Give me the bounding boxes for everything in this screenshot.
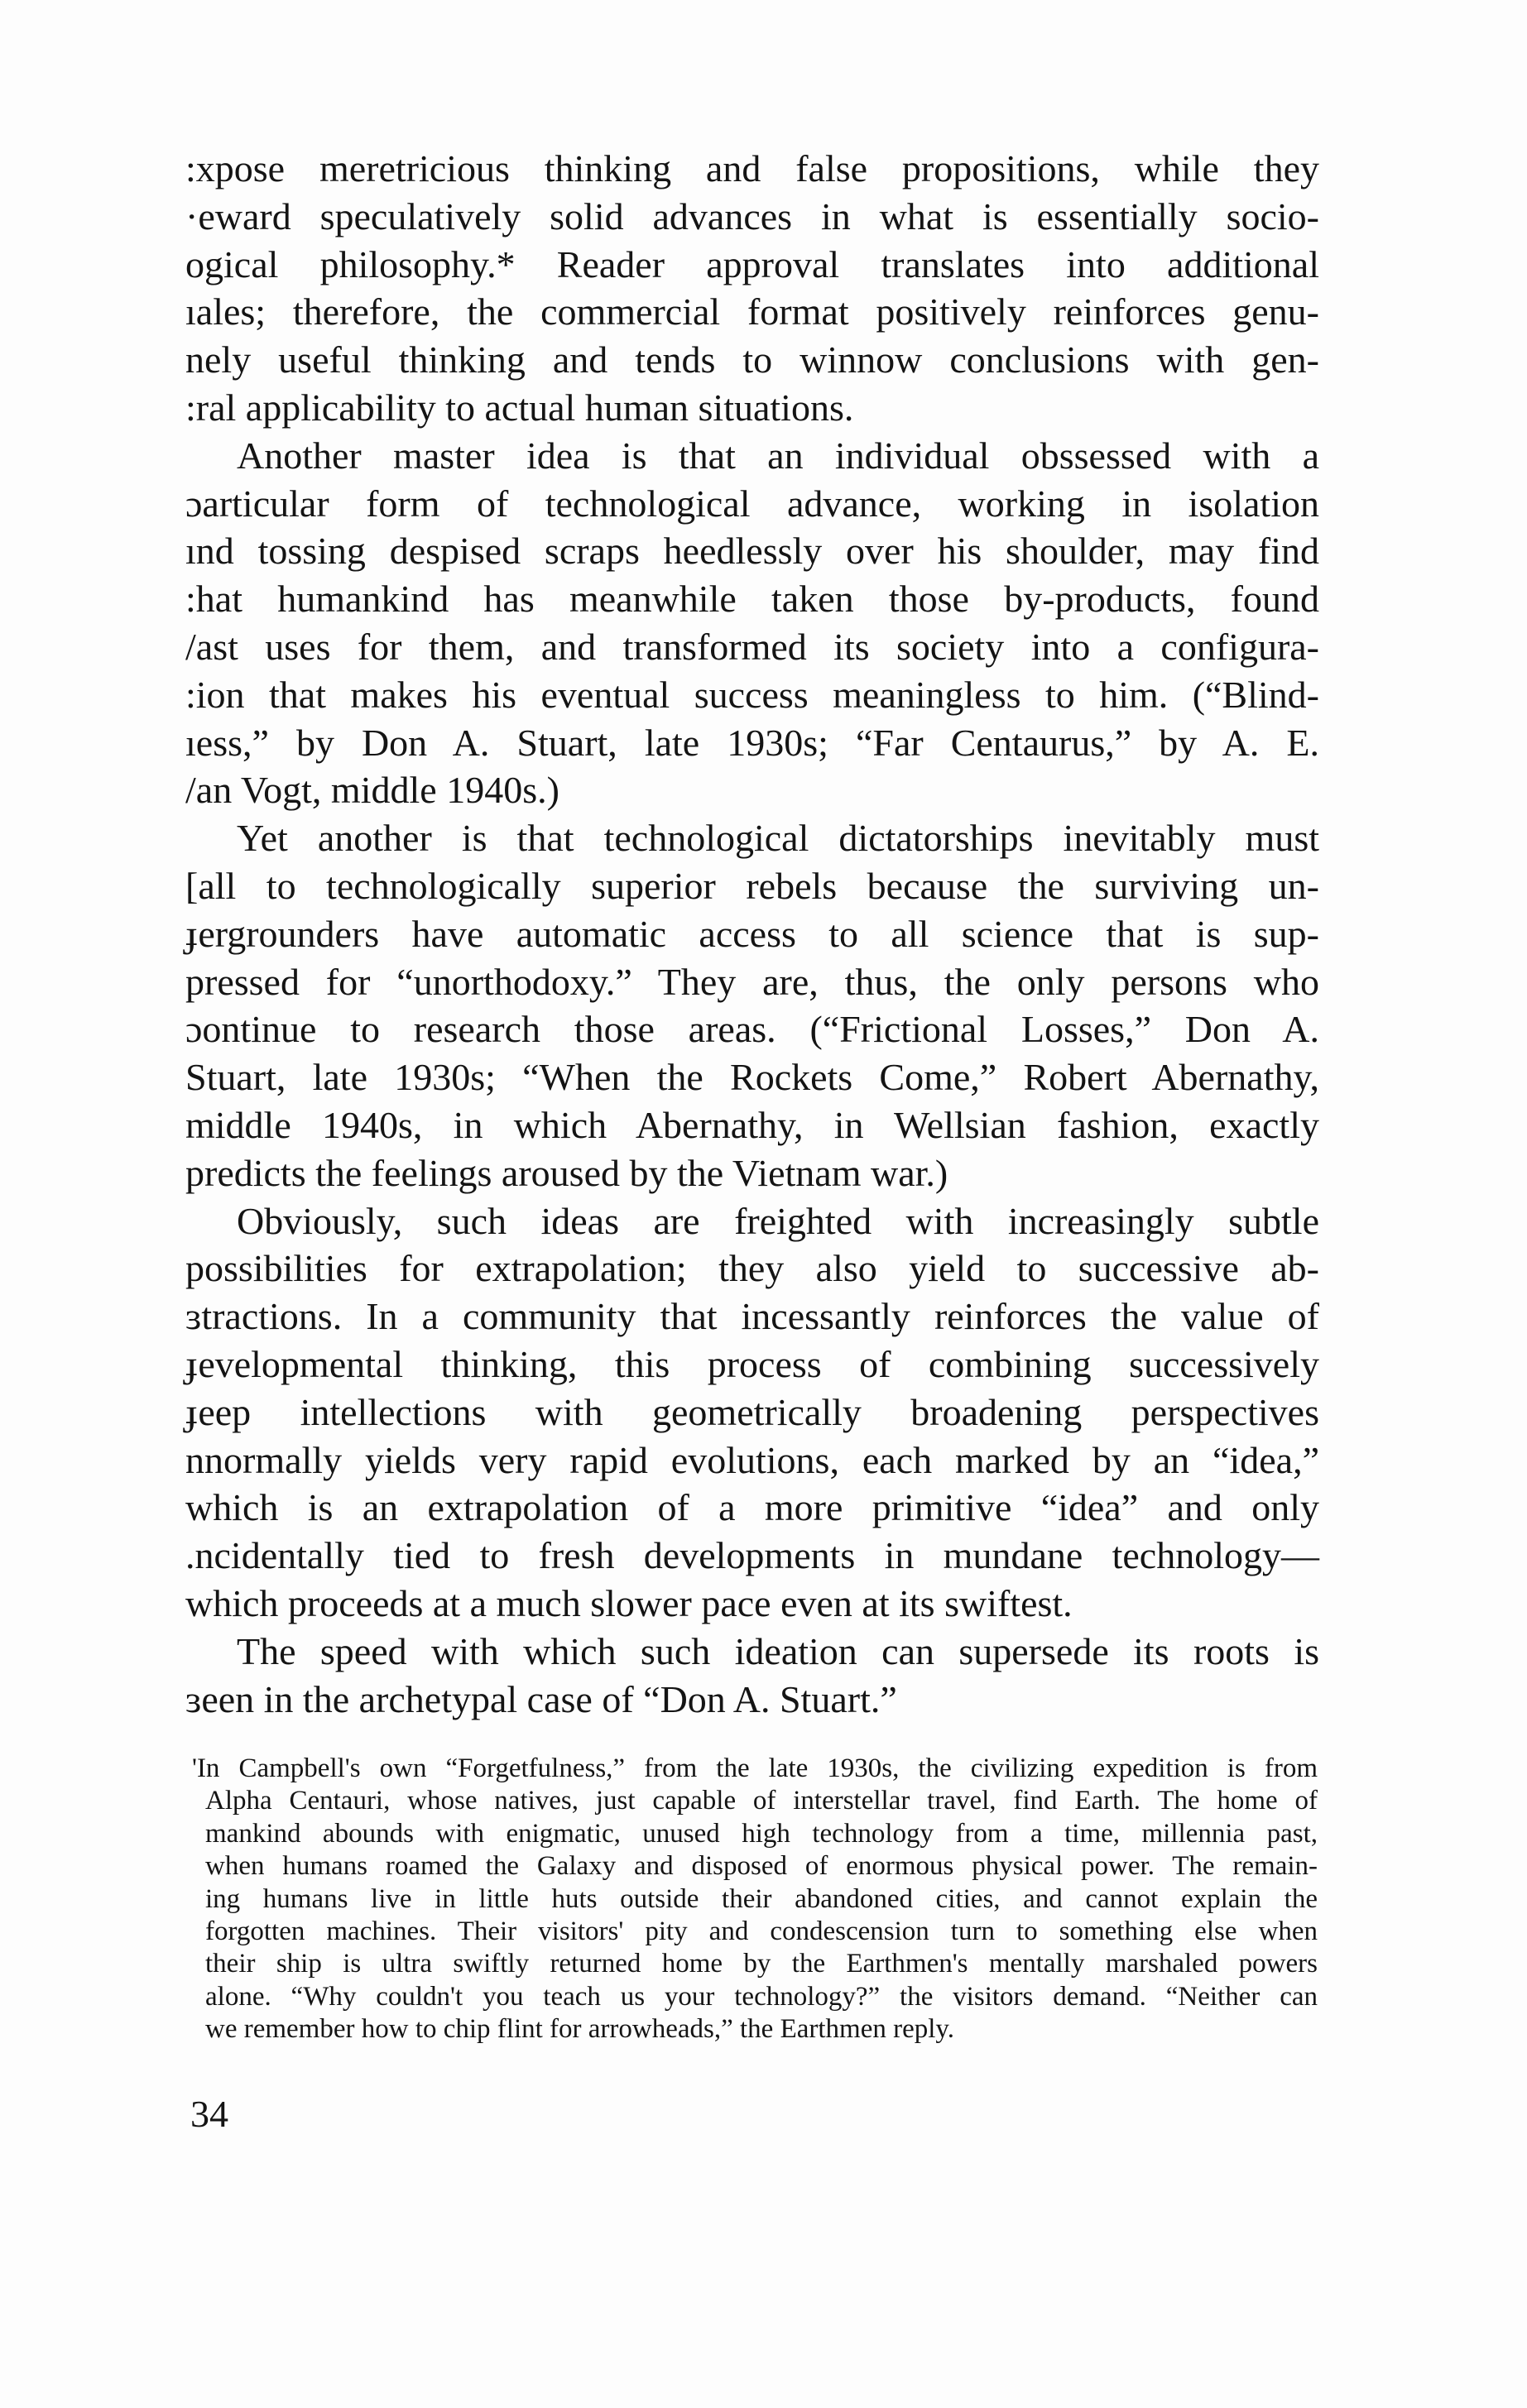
body-line: :ral applicability to actual human situations. xyxy=(185,386,854,429)
body-line: :ion that makes his eventual success meaningless to him. (“Blind- xyxy=(185,673,1319,716)
footnote-line: ing humans live in little huts outside their abandoned cities, and cannot explain the xyxy=(205,1883,1318,1914)
body-line: pressed for “unorthodoxy.” They are, thus, the only persons who xyxy=(185,960,1319,1003)
body-line: which proceeds at a much slower pace even at its swiftest. xyxy=(185,1581,1073,1624)
footnote-line: their ship is ultra swiftly returned home by the Earthmen's mentally marshaled powers xyxy=(205,1949,1318,1979)
body-line: ıales; therefore, the commercial format positively reinforces genu- xyxy=(185,290,1319,333)
body-line: ɟeep intellections with geometrically broadening perspectives xyxy=(185,1390,1319,1433)
body-line: /an Vogt, middle 1940s.) xyxy=(185,769,559,812)
footnote-line: Alpha Centauri, whose natives, just capable of interstellar travel, find Earth. The home of xyxy=(205,1786,1318,1816)
footnote xyxy=(192,1753,1318,2046)
body-line: nely useful thinking and tends to winnow conclusions with gen- xyxy=(185,338,1319,381)
footnote-line: alone. “Why couldn't you teach us your technology?” the visitors demand. “Neither can xyxy=(205,1981,1318,2012)
body-line: :hat humankind has meanwhile taken those by-products, found xyxy=(185,578,1319,621)
body-line: ınd tossing despised scraps heedlessly over his shoulder, may find xyxy=(185,530,1319,573)
body-line: middle 1940s, in which Abernathy, in Wellsian fashion, exactly xyxy=(185,1103,1319,1146)
body-line: ɟergrounders have automatic access to all science that is sup- xyxy=(185,912,1319,955)
body-line: Another master idea is that an individual obssessed with a xyxy=(237,434,1319,477)
footnote-line: we remember how to chip flint for arrowheads,” the Earthmen reply. xyxy=(205,2014,955,2045)
body-line: ogical philosophy.* Reader approval translates into additional xyxy=(185,242,1319,285)
body-line: nnormally yields very rapid evolutions, each marked by an “idea,” xyxy=(185,1438,1319,1481)
body-line: [all to technologically superior rebels because the surviving un- xyxy=(185,864,1319,907)
body-line: Yet another is that technological dictatorships inevitably must xyxy=(237,817,1319,860)
body-line: Obviously, such ideas are freighted with increasingly subtle xyxy=(237,1199,1319,1242)
footnote-line: 'In Campbell's own “Forgetfulness,” from the late 1930s, the civilizing expedition is from xyxy=(192,1753,1318,1783)
body-line: ɟevelopmental thinking, this process of combining successively xyxy=(185,1342,1319,1385)
footnote-line: mankind abounds with enigmatic, unused high technology from a time, millennia past, xyxy=(205,1818,1318,1849)
body-text xyxy=(185,145,1319,1723)
footnote-line: forgotten machines. Their visitors' pity and condescension turn to something else when xyxy=(205,1916,1318,1946)
body-line: ıess,” by Don A. Stuart, late 1930s; “Far Centaurus,” by A. E. xyxy=(185,721,1319,764)
body-line: ɜeen in the archetypal case of “Don A. Stuart.” xyxy=(185,1677,897,1720)
body-line: :xpose meretricious thinking and false propositions, while they xyxy=(185,147,1319,189)
body-line: which is an extrapolation of a more primitive “idea” and only xyxy=(185,1486,1319,1529)
body-line: ɔarticular form of technological advance, working in isolation xyxy=(185,482,1319,525)
body-line: Stuart, late 1930s; “When the Rockets Come,” Robert Abernathy, xyxy=(185,1056,1319,1099)
body-line: ·eward speculatively solid advances in what is essentially socio- xyxy=(185,194,1319,237)
body-line: The speed with which such ideation can supersede its roots is xyxy=(237,1629,1319,1672)
body-line: predicts the feelings aroused by the Vietnam war.) xyxy=(185,1151,948,1194)
page-number: 34 xyxy=(190,2093,228,2135)
body-line: /ast uses for them, and transformed its society into a configura- xyxy=(185,625,1319,668)
body-line: possibilities for extrapolation; they also yield to successive ab- xyxy=(185,1247,1319,1290)
body-line: .ncidentally tied to fresh developments in mundane technology— xyxy=(185,1534,1319,1577)
body-line: ɔontinue to research those areas. (“Frictional Losses,” Don A. xyxy=(185,1008,1319,1051)
body-line: ɜtractions. In a community that incessantly reinforces the value of xyxy=(185,1295,1319,1338)
footnote-line: when humans roamed the Galaxy and disposed of enormous physical power. The remain- xyxy=(205,1851,1318,1882)
